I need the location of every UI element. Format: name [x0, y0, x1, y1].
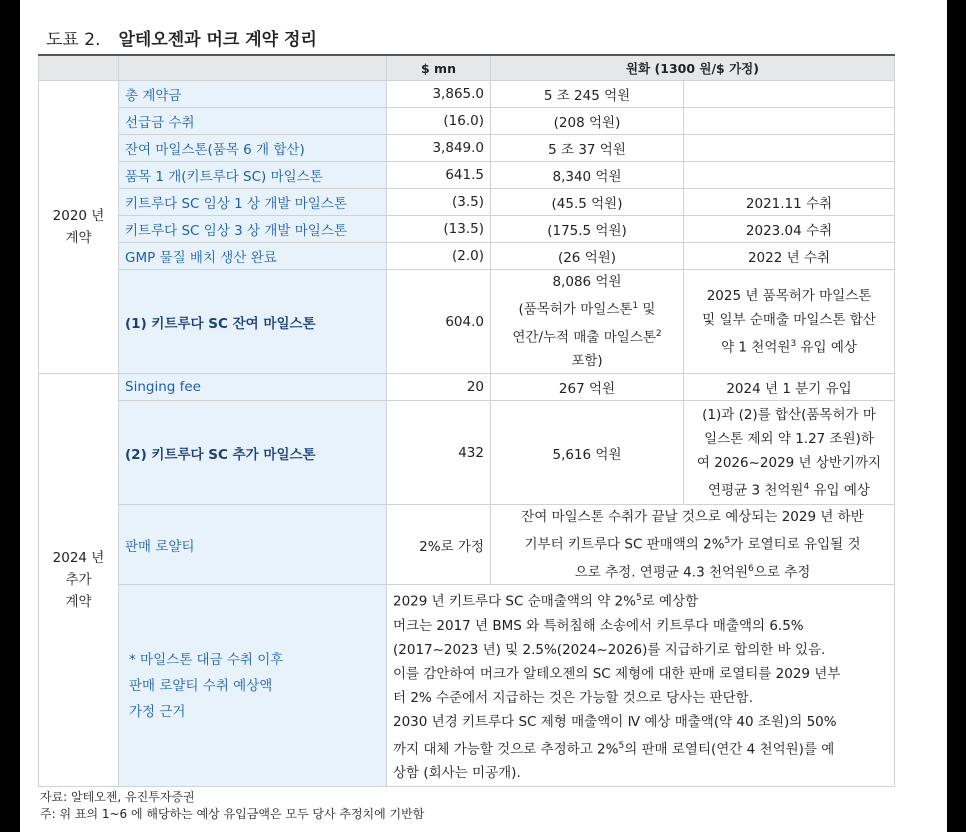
document-page	[20, 0, 947, 832]
row-item: (2) 키트루다 SC 추가 마일스톤	[119, 401, 387, 505]
row-item: 키트루다 SC 임상 3 상 개발 마일스톤	[119, 216, 387, 243]
row-usd: (13.5)	[387, 216, 491, 243]
row-note	[684, 135, 895, 162]
row-note: (1)과 (2)를 합산(품목허가 마 일스톤 제외 약 1.27 조원)하 여 2026~2029 년 상반기까지 연평균 3 천억원$^4$ 유입 예상	[684, 401, 895, 505]
table-row	[39, 189, 895, 216]
table-row	[39, 135, 895, 162]
table-number: 도표 2.	[46, 30, 101, 50]
table-row	[39, 505, 895, 585]
row-usd: 2%로 가정	[387, 505, 491, 585]
table-row	[39, 374, 895, 401]
section-label-2020: 2020 년 계약	[39, 81, 119, 374]
row-krw: 8,340 억원	[491, 162, 684, 189]
row-item: GMP 물질 배치 생산 완료	[119, 243, 387, 270]
table-row	[39, 108, 895, 135]
row-krw: 5,616 억원	[491, 401, 684, 505]
row-usd: 3,865.0	[387, 81, 491, 108]
row-item: 총 계약금	[119, 81, 387, 108]
row-krw: (208 억원)	[491, 108, 684, 135]
row-item: 키트루다 SC 임상 1 상 개발 마일스톤	[119, 189, 387, 216]
table-row	[39, 162, 895, 189]
row-item: 잔여 마일스톤(품목 6 개 합산)	[119, 135, 387, 162]
row-note	[684, 108, 895, 135]
row-item: * 마일스톤 대금 수취 이후 판매 로얄티 수취 예상액 가정 근거	[119, 585, 387, 787]
royalty-description: 잔여 마일스톤 수취가 끝날 것으로 예상되는 2029 년 하반 기부터 키트루다 SC 판매액의 2%$^5$가 로열티로 유입될 것 으로 추정. 연평균 4.3 천억원$^6$으로 추정	[491, 505, 895, 585]
table-row	[39, 243, 895, 270]
row-usd: 641.5	[387, 162, 491, 189]
row-note: 2025 년 품목허가 마일스톤 및 일부 순매출 마일스톤 합산 약 1 천억원$^3$ 유입 예상	[684, 270, 895, 374]
row-item: 판매 로얄티	[119, 505, 387, 585]
header-krw: 원화 (1300 원/$ 가정)	[491, 55, 895, 81]
row-note	[684, 81, 895, 108]
table-title	[46, 25, 317, 50]
row-krw: 5 조 245 억원	[491, 81, 684, 108]
row-krw: 8,086 억원 (품목허가 마일스톤$^1$ 및 연간/누적 매출 마일스톤$^2$ 포함)	[491, 270, 684, 374]
source-note: 자료: 알테오젠, 유진투자증권	[40, 790, 195, 804]
contract-summary-table	[38, 54, 895, 787]
row-item: 선급금 수취	[119, 108, 387, 135]
row-usd: (2.0)	[387, 243, 491, 270]
row-item: Singing fee	[119, 374, 387, 401]
table-row	[39, 401, 895, 505]
row-usd: 3,849.0	[387, 135, 491, 162]
row-usd: 604.0	[387, 270, 491, 374]
row-krw: 5 조 37 억원	[491, 135, 684, 162]
row-item: (1) 키트루다 SC 잔여 마일스톤	[119, 270, 387, 374]
header-blank	[119, 55, 387, 81]
row-krw: (175.5 억원)	[491, 216, 684, 243]
row-note	[684, 162, 895, 189]
row-usd: (3.5)	[387, 189, 491, 216]
table-row	[39, 216, 895, 243]
table-row	[39, 270, 895, 374]
row-note: 2022 년 수취	[684, 243, 895, 270]
row-usd: (16.0)	[387, 108, 491, 135]
table-footer	[40, 789, 424, 823]
row-note: 2024 년 1 분기 유입	[684, 374, 895, 401]
row-usd: 432	[387, 401, 491, 505]
row-item: 품목 1 개(키트루다 SC) 마일스톤	[119, 162, 387, 189]
footnote: 주: 위 표의 1~6 에 해당하는 예상 유입금액은 모두 당사 추정치에 기반함	[40, 807, 425, 821]
row-krw: (26 억원)	[491, 243, 684, 270]
row-krw: 267 억원	[491, 374, 684, 401]
table-title-text: 알테오젠과 머크 계약 정리	[118, 30, 317, 50]
row-usd: 20	[387, 374, 491, 401]
table-row	[39, 585, 895, 787]
table-header-row	[39, 55, 895, 81]
section-label-2024: 2024 년 추가 계약	[39, 374, 119, 787]
header-usd: $ mn	[387, 55, 491, 81]
row-krw: (45.5 억원)	[491, 189, 684, 216]
row-note: 2023.04 수취	[684, 216, 895, 243]
table-row	[39, 81, 895, 108]
header-blank	[39, 55, 119, 81]
basis-description: 2029 년 키트루다 SC 순매출액의 약 2%$^5$로 예상함 머크는 2017 년 BMS 와 특허침해 소송에서 키트루다 매출액의 6.5% (2017~2023 년) 및 2.5%(2024~2026)를 지급하기로 합의한 바 있음. 이를 감안하여 머크가 알테오젠의 SC 제형에 대한 판매 로열티를 2029 년부 터 2% 수준에서 지급하는 것은 가능할 것으로 당사는 판단함. 2030 년경 키트루다 SC 제형 매출액이 Ⅳ 예상 매출액(약 40 조원)의 50% 까지 대체 가능할 것으로 추정하고 2%$^5$의 판매 로열티(연간 4 천억원)를 예 상함 (회사는 미공개).	[387, 585, 895, 787]
row-note: 2021.11 수취	[684, 189, 895, 216]
